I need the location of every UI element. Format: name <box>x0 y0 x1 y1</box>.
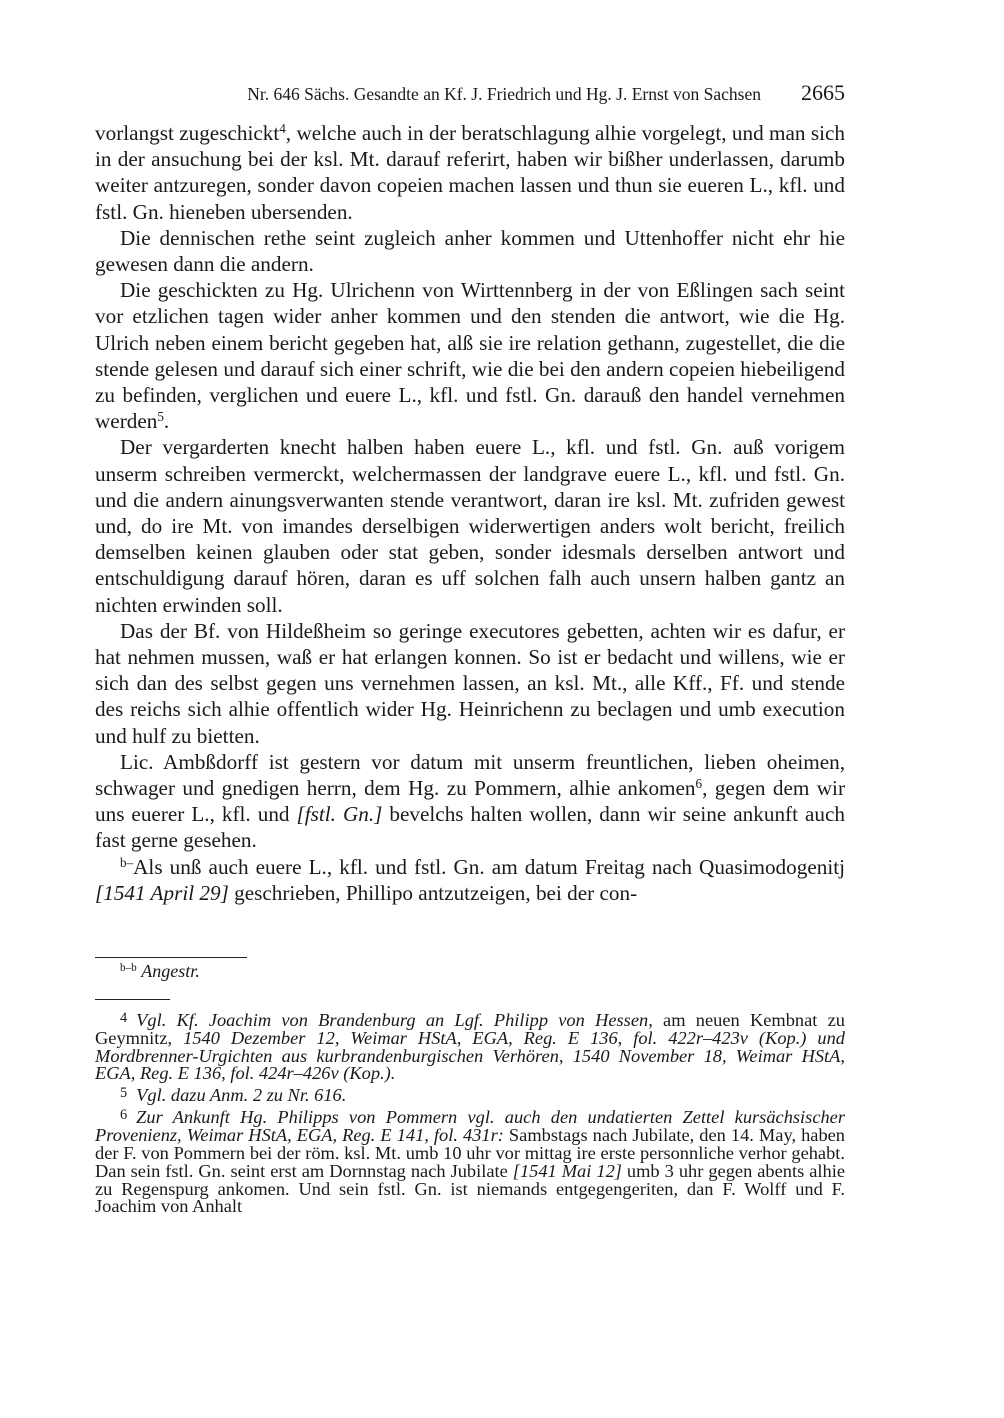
footnote-number: 5 <box>120 1085 128 1102</box>
footnote-number: 4 <box>120 1010 128 1026</box>
text-run: umb 3 uhr gegen abents alhie zu Regenspurg ankomen. Und sein fstl. Gn. ist niemands entgegengeriten, dan F. Wolff und F. Joachim von Anhalt <box>95 1160 845 1217</box>
apparatus-mark: b–b <box>120 961 137 974</box>
footnote-divider <box>95 999 170 1000</box>
paragraph: Der vergarderten knecht halben haben euere L., kfl. und fstl. Gn. auß vorigem unserm schreiben vermerckt, welchermassen der landgrave euere L., kfl. und fstl. Gn. und die andern ainungsverwanten stende verantwort, daran ire ksl. Mt. zufriden gewest und, do ire Mt. von imandes derselbigen widerwertigen anders wolt bericht, freilich demselben keinen glauben oder stat geben, sonder idesmals derselben antwort und entschuldigung darauf hören, daran es uff solchen falh auch unsern halben gantz an nichten erwinden soll. <box>95 435 845 617</box>
text-run: Vgl. dazu Anm. 2 zu Nr. 616. <box>136 1085 347 1106</box>
text-run: Vgl. Kf. Joachim von Brandenburg an Lgf. Philipp von Hessen, <box>136 1010 653 1031</box>
text-run: bevelchs halten wollen, dann wir seine ankunft auch fast gerne gesehen. <box>95 802 845 853</box>
footnote-ref[interactable]: 5 <box>157 409 164 425</box>
text-run: , welche auch in der beratschlagung alhie vorgelegt, und man sich in der ansuchung bei der ksl. Mt. darauf referirt, haben wir bißher underlassen, darumb weiter antzuregen, sonder davon copeien machen lassen und thun sie eueren L., kfl. und fstl. Gn. hieneben ubersenden. <box>95 121 845 224</box>
apparatus-divider <box>95 957 247 958</box>
text-run: geschrieben, Phillipo antzutzeigen, bei der con- <box>228 880 638 905</box>
paragraph <box>95 854 845 906</box>
text-apparatus <box>95 961 845 982</box>
apparatus-mark: b– <box>120 854 134 870</box>
text-run: Zur Ankunft Hg. Philipps von Pommern vgl. auch den undatierten Zettel kursächsischer Provenienz, Weimar HStA, EGA, Reg. E 141, fol. 431r: <box>95 1107 845 1146</box>
main-text <box>95 120 845 906</box>
text-run: . <box>163 409 170 434</box>
text-run: Als unß auch euere L., kfl. und fstl. Gn. am datum Freitag nach Quasimodogenitj <box>133 854 845 879</box>
text-run: [1541 Mai 12] <box>512 1160 622 1181</box>
text-run: am neuen Kembnat zu Geymnitz <box>95 1010 845 1048</box>
footnotes <box>95 1010 845 1218</box>
footnote-ref[interactable]: 4 <box>279 120 286 136</box>
text-run: Lic. Ambßdorff ist gestern vor datum mit unserm freuntlichen, lieben oheimen, schwager und gnedigen herrn, dem Hg. zu Pommern, alhie ankomen <box>95 749 845 801</box>
text-run: vorlangst zugeschickt <box>95 121 280 145</box>
page-header <box>95 80 845 108</box>
paragraph <box>95 277 845 434</box>
footnote-4 <box>95 1010 845 1083</box>
editorial-insertion: [fstl. Gn.] <box>296 802 383 827</box>
apparatus-text: Angestr. <box>141 961 200 981</box>
editorial-date: [1541 April 29] <box>95 880 229 905</box>
text-run: , 1540 Dezember 12, Weimar HStA, EGA, Reg. E 136, fol. 422r–423v (Kop.) und Mordbrenner-Urgichten aus kurbrandenburgischen Verhören, 1540 November 18, Weimar HStA, EGA, Reg. E 136, fol. 424r–426v (Kop.). <box>95 1027 845 1084</box>
text-run: Die geschickten zu Hg. Ulrichenn von Wirttennberg in der von Eßlingen sach seint vor etzlichen tagen wider anher kommen und den stenden die antwort, wie die Hg. Ulrich neben einem bericht gegeben hat, alß sie ire relation gethann, zugestellet, die die stende gelesen und darauf sich einer schrift, wie die bei den andern copeien hiebeiligend zu befinden, verglichen und euere L., kfl. und fstl. Gn. darauß den handel vernehmen werden <box>95 278 845 434</box>
footnote-6 <box>95 1107 845 1216</box>
text-run: Sambstags nach Jubilate, den 14. May, haben der F. von Pommern bei der röm. ksl. Mt. umb 10 uhr vor mittag ire erste personnliche verhor gehabt. Dan sein fstl. Gn. seint erst am Dornnstag nach Jubilate <box>95 1125 846 1181</box>
paragraph <box>95 120 845 225</box>
running-head: Nr. 646 Sächs. Gesandte an Kf. J. Friedrich und Hg. J. Ernst von Sachsen <box>247 84 761 104</box>
paragraph <box>95 749 845 854</box>
page-number: 2665 <box>801 80 845 105</box>
text-run: , gegen dem wir uns euerer L., kfl. und <box>95 776 845 827</box>
paragraph: Die dennischen rethe seint zugleich anher kommen und Uttenhoffer nicht ehr hie gewesen dann die andern. <box>95 225 845 277</box>
footnote-5 <box>95 1085 845 1105</box>
footnote-ref[interactable]: 6 <box>695 775 703 791</box>
footnote-number: 6 <box>120 1107 128 1124</box>
apparatus-entry <box>95 961 845 982</box>
paragraph: Das der Bf. von Hildeßheim so geringe executores gebetten, achten wir es dafur, er hat nehmen mussen, waß er hat erlangen konnen. So ist er bedacht und willens, wie er sich dan des selbst gegen uns vernehmen lassen, an ksl. Mt., alle Kff., Ff. und stende des reichs sich alhie offentlich wider Hg. Heinrichenn zu beclagen und umb execution und hulf zu bietten. <box>95 618 845 748</box>
